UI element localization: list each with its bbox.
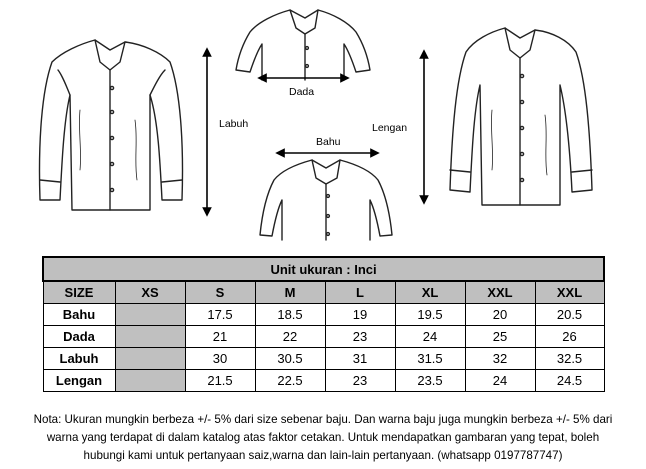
table-row [43, 348, 604, 370]
table-cell [115, 326, 185, 348]
table-cell: 32 [465, 348, 535, 370]
labuh-label: Labuh [219, 118, 249, 130]
table-row [43, 304, 604, 326]
table-cell: 32.5 [535, 348, 604, 370]
table-cell: 23 [325, 370, 395, 392]
table-cell: 24 [465, 370, 535, 392]
table-cell: 20 [465, 304, 535, 326]
shirt-sleeve-sketch [450, 28, 592, 205]
row-label: Lengan [43, 370, 115, 392]
note-line: warna yang terdapat di dalam katalog atas faktor cetakan. Untuk mendapatkan gambaran yang tepat, boleh [46, 431, 600, 444]
column-header: XL [395, 281, 465, 304]
table-header-row [43, 281, 604, 304]
table-cell: 25 [465, 326, 535, 348]
table-cell: 20.5 [535, 304, 604, 326]
column-header: XXL [535, 281, 604, 304]
table-title: Unit ukuran : Inci [43, 257, 604, 281]
note-line: Nota: Ukuran mungkin berbeza +/- 5% dari size sebenar baju. Dan warna baju juga mungkin berbeza +/- 5% dari [33, 413, 613, 426]
column-header: L [325, 281, 395, 304]
column-header: XXL [465, 281, 535, 304]
note-line: hubungi kami untuk pertanyaan saiz,warna dan lain-lain pertanyaan. (whatsapp 0197787747) [83, 449, 563, 462]
shirt-shoulder-sketch [260, 160, 392, 240]
disclaimer-note [0, 411, 646, 465]
table-cell: 21 [185, 326, 255, 348]
table-cell: 21.5 [185, 370, 255, 392]
table-cell: 19 [325, 304, 395, 326]
table-cell: 17.5 [185, 304, 255, 326]
column-header: XS [115, 281, 185, 304]
column-header: S [185, 281, 255, 304]
table-cell: 26 [535, 326, 604, 348]
column-header: SIZE [43, 281, 115, 304]
table-cell: 23.5 [395, 370, 465, 392]
bahu-label: Bahu [316, 136, 341, 148]
table-row [43, 370, 604, 392]
table-cell [115, 348, 185, 370]
dada-label: Dada [289, 86, 315, 98]
table-cell: 31.5 [395, 348, 465, 370]
column-header: M [255, 281, 325, 304]
table-cell: 30.5 [255, 348, 325, 370]
shirt-front-sketch [40, 40, 183, 210]
table-cell: 30 [185, 348, 255, 370]
table-cell: 23 [325, 326, 395, 348]
shirt-chest-sketch [236, 10, 370, 80]
row-label: Dada [43, 326, 115, 348]
table-cell: 24.5 [535, 370, 604, 392]
row-label: Bahu [43, 304, 115, 326]
table-cell: 31 [325, 348, 395, 370]
table-cell: 22.5 [255, 370, 325, 392]
table-cell [115, 370, 185, 392]
row-label: Labuh [43, 348, 115, 370]
table-cell: 19.5 [395, 304, 465, 326]
size-chart-table [42, 256, 605, 392]
table-row [43, 326, 604, 348]
table-cell: 24 [395, 326, 465, 348]
table-cell: 18.5 [255, 304, 325, 326]
table-cell [115, 304, 185, 326]
lengan-label: Lengan [372, 122, 408, 134]
table-cell: 22 [255, 326, 325, 348]
